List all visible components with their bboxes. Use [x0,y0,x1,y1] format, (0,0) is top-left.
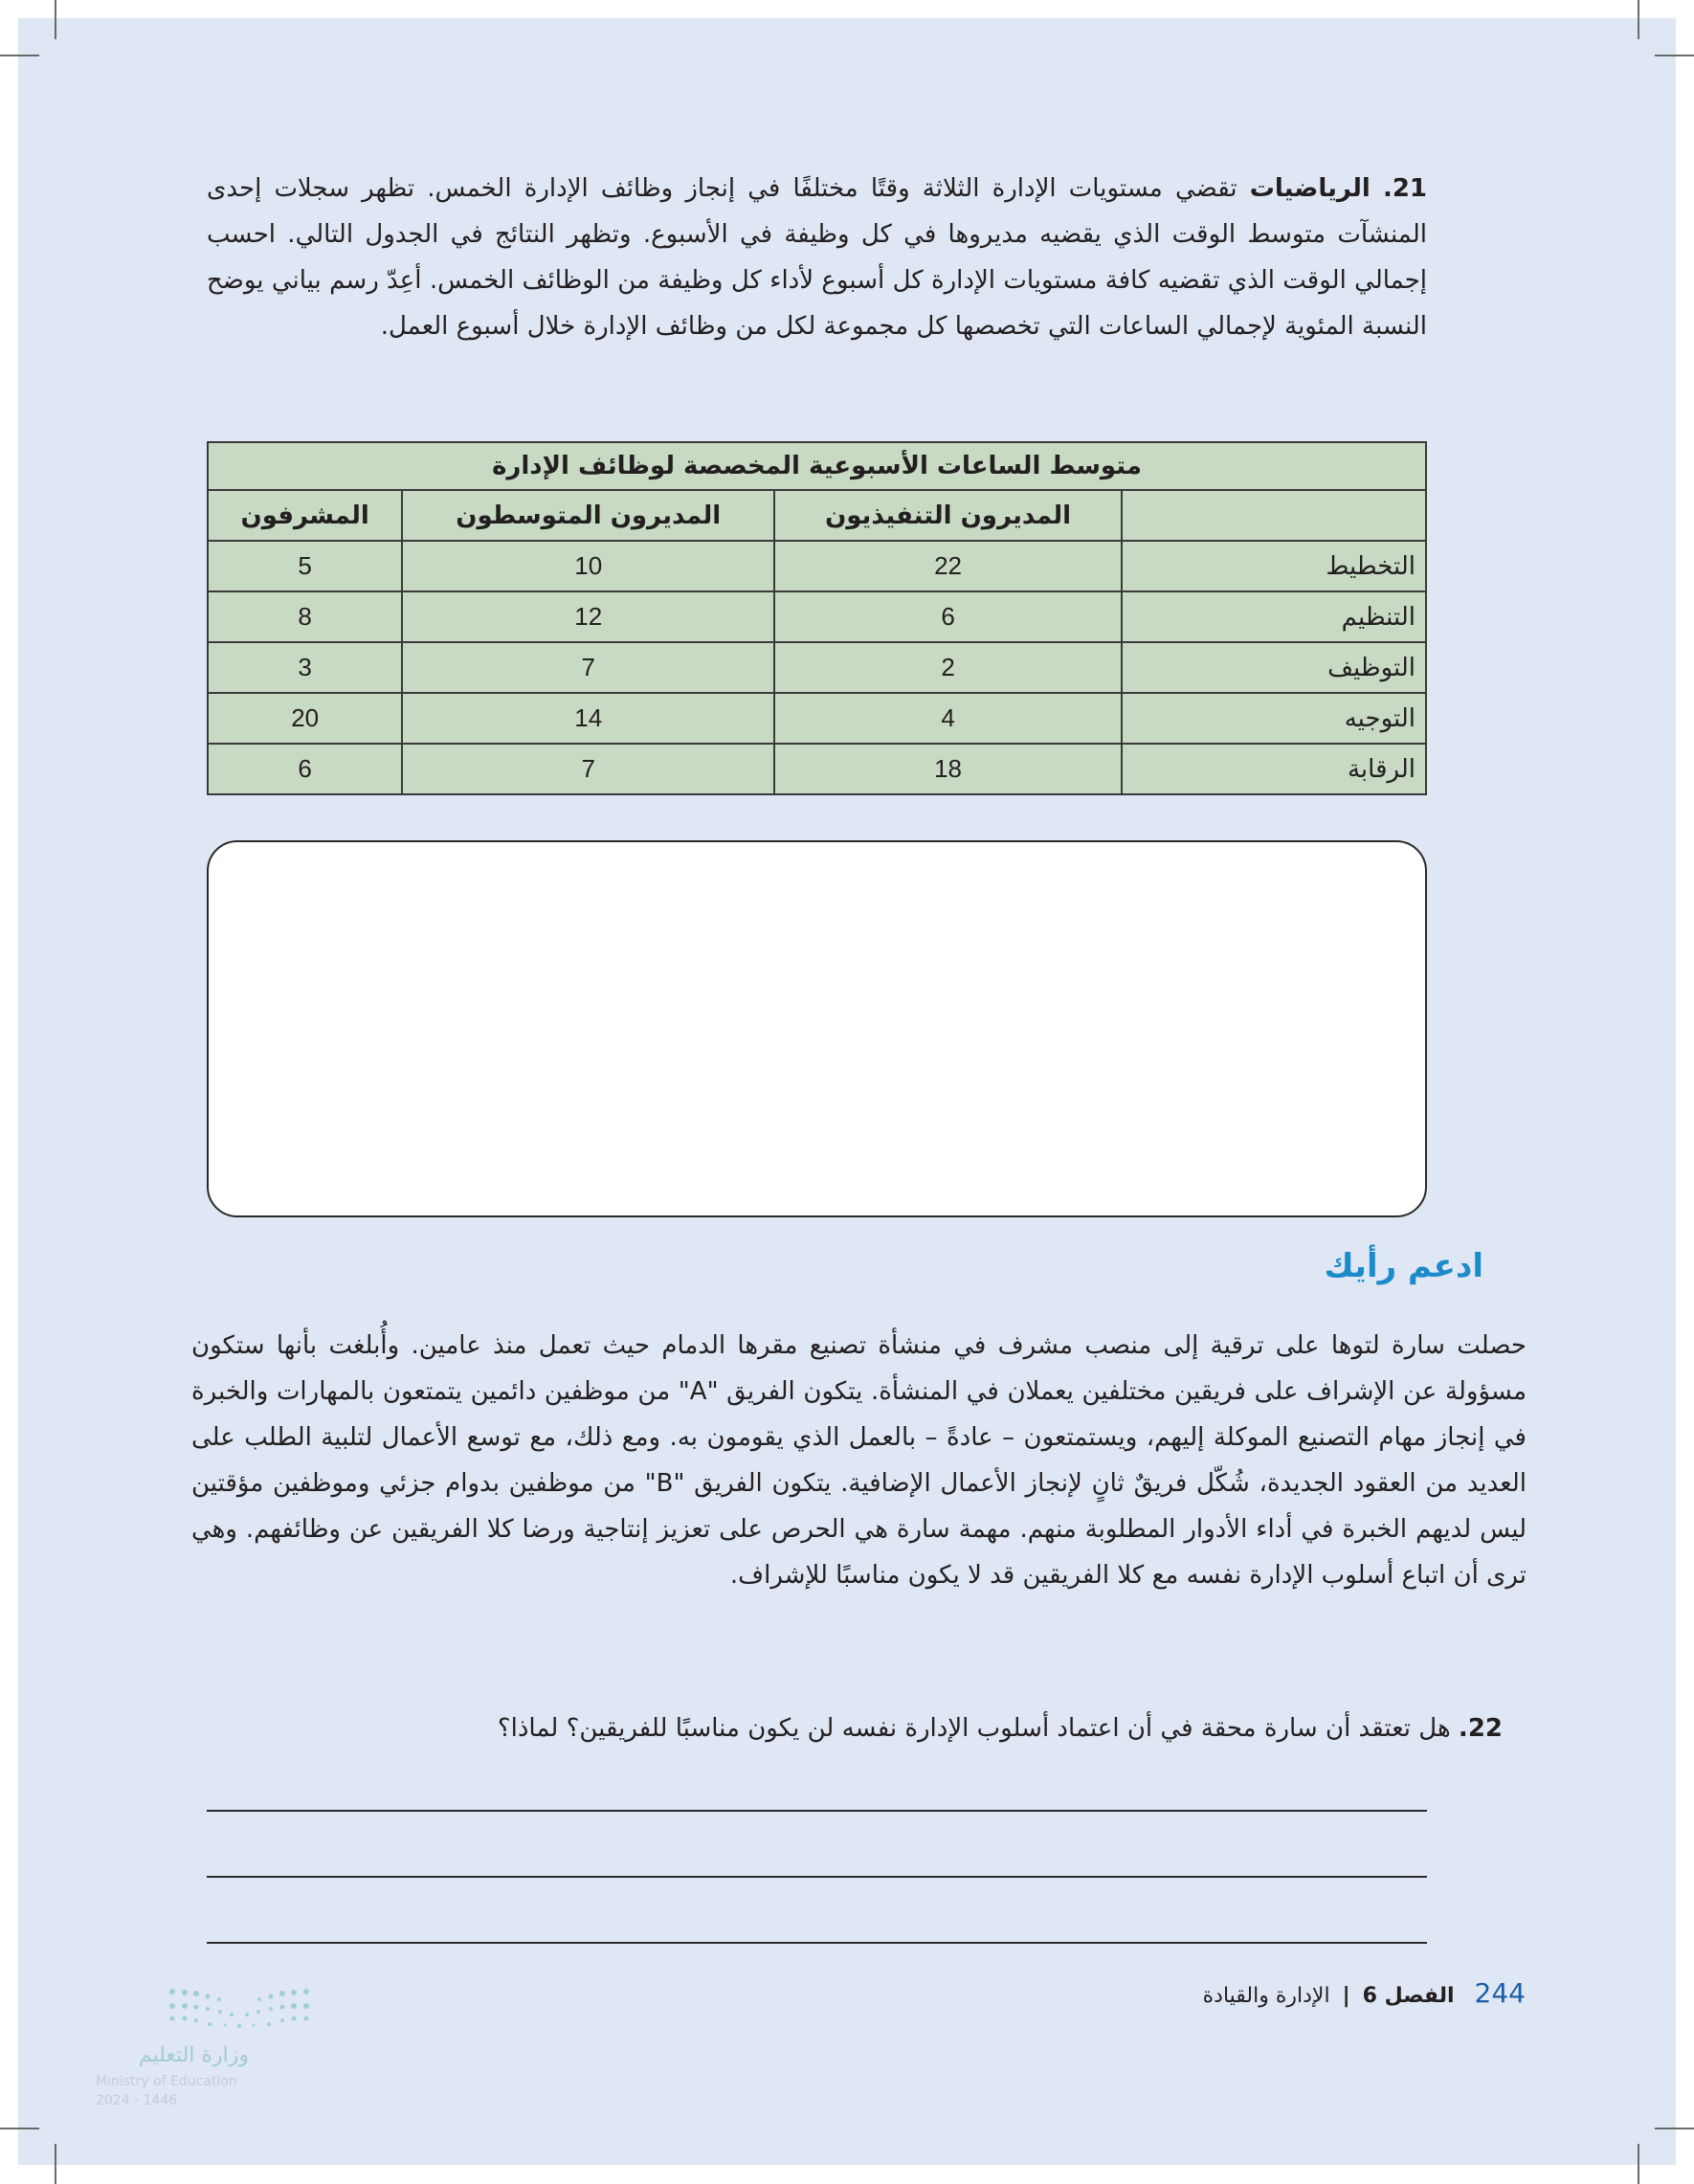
crop-mark [1655,55,1694,56]
crop-mark [55,0,56,39]
column-header: المديرون التنفيذيون [774,490,1122,541]
question-22 [325,1709,1503,1748]
crop-mark [1638,2144,1639,2184]
question-number: 22. [1458,1714,1503,1743]
cell-value: 6 [774,591,1122,642]
cell-value: 6 [208,744,402,794]
table-header-row [208,490,1426,541]
question-21 [207,166,1427,349]
table-title: متوسط الساعات الأسبوعية المخصصة لوظائف الإدارة [208,442,1426,490]
cell-value: 4 [774,693,1122,744]
page-number: 244 [1474,1977,1526,2009]
chart-answer-box[interactable] [207,840,1427,1217]
logo-year-text: 2024 - 1446 [96,2093,178,2108]
scenario-paragraph: حصلت سارة لتوها على ترقية إلى منصب مشرف في منشأة تصنيع مقرها الدمام حيث تعمل منذ عامين. وأُبلغت بأنها ستكون مسؤولة عن الإشراف على فريقين مختلفين يعملان في المنشأة. يتكون الفريق "A" من موظفين دائمين يتمتعون بالمهارات والخبرة في إنجاز مهام التصنيع الموكلة إليهم، ويستمتعون – عادةً – بالعمل الذي يقومون به. ومع ذلك، مع توسع الأعمال لتلبية الطلب على العديد من العقود الجديدة، شُكّل فريقٌ ثانٍ لإنجاز الأعمال الإضافية. يتكون الفريق "B" من موظفين بدوام جزئي وموظفين مؤقتين ليس لديهم الخبرة في أداء الأدوار المطلوبة منهم. مهمة سارة هي الحرص على تعزيز إنتاجية ورضا كلا الفريقين عن وظائفهم. وهي ترى أن اتباع أسلوب الإدارة نفسه مع كلا الفريقين قد لا يكون مناسبًا للإشراف. [191,1331,1527,1590]
cell-value: 3 [208,642,402,693]
table-row [208,541,1426,591]
question-text: تقضي مستويات الإدارة الثلاثة وقتًا مختلفًا في إنجاز وظائف الإدارة الخمس. تظهر سجلات إحدى المنشآت متوسط الوقت الذي يقضيه مديروها في كل وظيفة في الأسبوع. وتظهر النتائج في الجدول التالي. احسب إجمالي الوقت الذي تقضيه كافة مستويات الإدارة كل أسبوع لأداء كل وظيفة من الوظائف الخمس. أعِدّ رسم بياني يوضح النسبة المئوية لإجمالي الساعات التي تخصصها كل مجموعة لكل من وظائف الإدارة خلال أسبوع العمل. [207,174,1427,341]
chapter-title: الإدارة والقيادة [1202,1984,1330,2008]
cell-value: 12 [402,591,774,642]
footer-separator: | [1342,1984,1350,2008]
question-number: 21. [1382,174,1428,203]
crop-mark [1655,2128,1694,2129]
cell-value: 7 [402,744,774,794]
table-row [208,642,1426,693]
table-row [208,693,1426,744]
table-row [208,591,1426,642]
column-header: المديرون المتوسطون [402,490,774,541]
row-label: الرقابة [1122,744,1426,794]
row-label: التوظيف [1122,642,1426,693]
answer-line[interactable] [207,1942,1427,1944]
column-header: المشرفون [208,490,402,541]
column-header [1122,490,1426,541]
logo-arabic-text: وزارة التعليم [138,2043,249,2067]
cell-value: 7 [402,642,774,693]
table-row [208,744,1426,794]
cell-value: 20 [208,693,402,744]
cell-value: 5 [208,541,402,591]
section-heading: ادعم رأيك [1324,1247,1483,1285]
cell-value: 10 [402,541,774,591]
cell-value: 22 [774,541,1122,591]
weekly-hours-table [207,441,1427,795]
answer-line[interactable] [207,1810,1427,1812]
chapter-label: الفصل 6 [1362,1984,1455,2008]
logo-english-text: Ministry of Education [96,2074,237,2089]
crop-mark [1638,0,1639,39]
answer-line[interactable] [207,1876,1427,1878]
cell-value: 2 [774,642,1122,693]
row-label: التوجيه [1122,693,1426,744]
crop-mark [55,2144,56,2184]
row-label: التنظيم [1122,591,1426,642]
question-text: هل تعتقد أن سارة محقة في أن اعتماد أسلوب الإدارة نفسه لن يكون مناسبًا للفريقين؟ لماذا؟ [497,1714,1451,1743]
crop-mark [0,55,39,56]
row-label: التخطيط [1122,541,1426,591]
cell-value: 8 [208,591,402,642]
crop-mark [0,2128,39,2129]
cell-value: 18 [774,744,1122,794]
cell-value: 14 [402,693,774,744]
ministry-logo [96,1986,316,2129]
logo-dots-icon [167,1986,311,2043]
page-footer [1203,1977,1526,2009]
question-keyword: الرياضيات [1249,174,1371,203]
